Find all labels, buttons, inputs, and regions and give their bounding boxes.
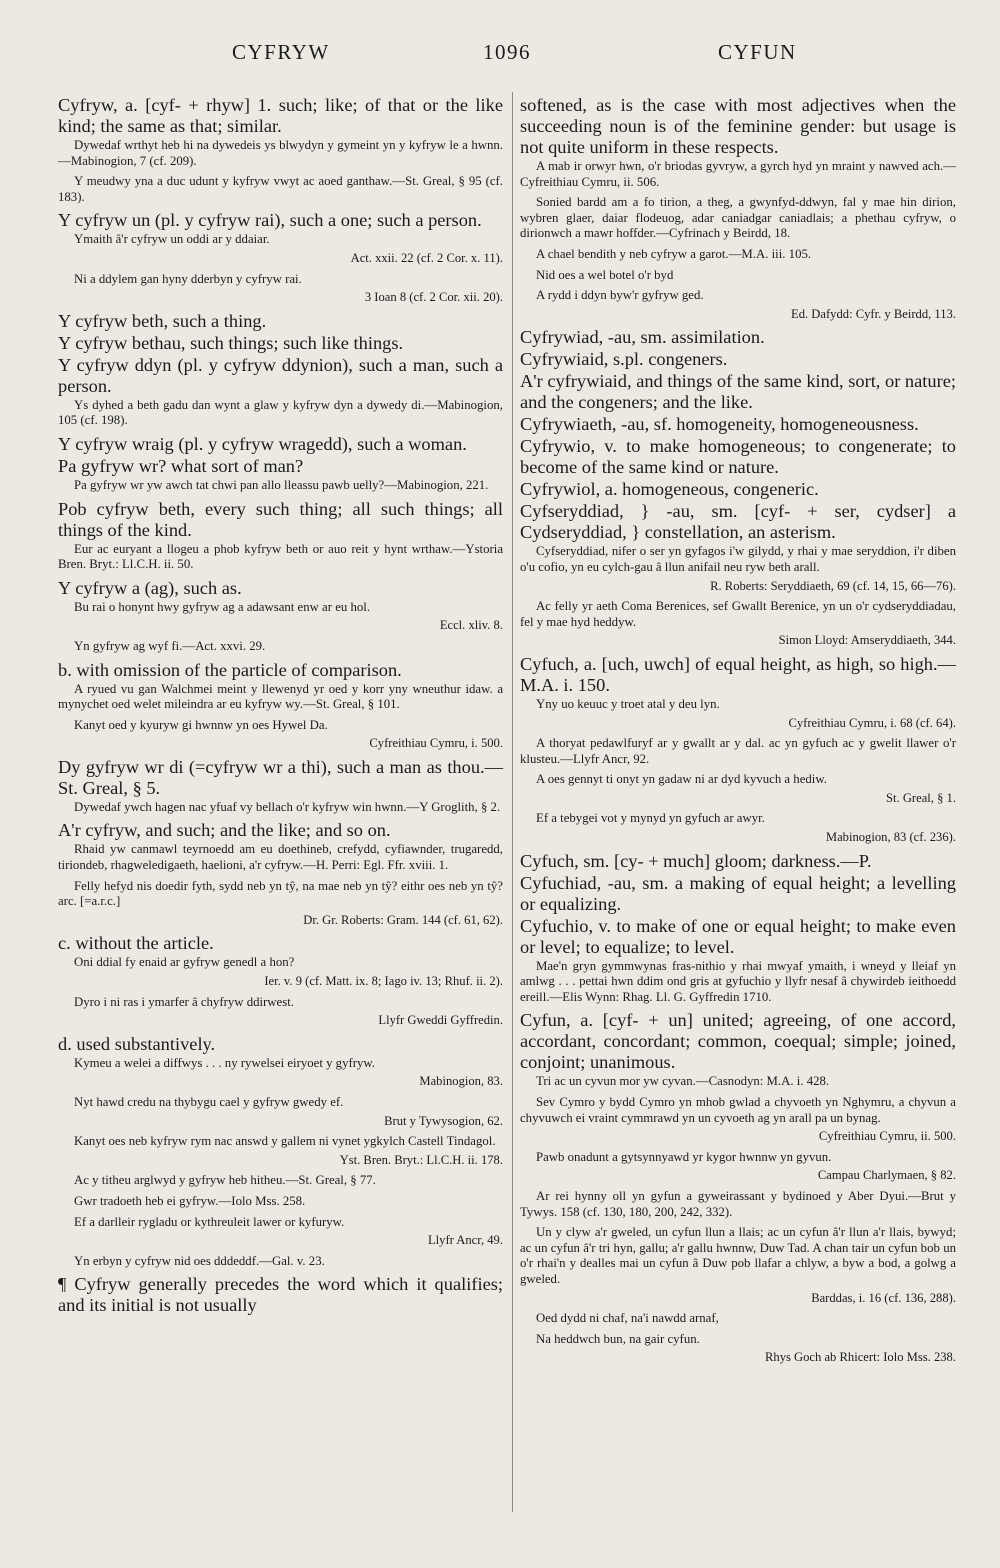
citation-attribution: Rhys Goch ab Rhicert: Iolo Mss. 238. <box>765 1350 956 1365</box>
quotation: Na heddwch bun, na gair cyfun. <box>536 1331 700 1346</box>
headword-entry: d. used substantively. <box>58 1033 216 1054</box>
citation-attribution: Llyfr Gweddi Gyffredin. <box>378 1013 503 1028</box>
headword-entry: A'r cyfryw, and such; and the like; and so on. <box>58 820 391 841</box>
citation-attribution: Brut y Tywysogion, 62. <box>384 1113 503 1128</box>
headword-entry: Cyfrywiol, a. homogeneous, congeneric. <box>520 479 819 500</box>
quotation: Y meudwy yna a duc udunt y kyfryw vwyt ac aoed ganthaw.—St. Greal, § 95 (cf. 183). <box>58 174 503 204</box>
citation-attribution: Mabinogion, 83 (cf. 236). <box>825 830 956 845</box>
quotation: Cyfseryddiad, nifer o ser yn gyfagos i'w gilydd, y rhai y mae seryddion, i'r diben o'u cofio, yn eu cylch-gau â llun anifail neu ryw beth arall. <box>520 544 956 574</box>
headword-entry: A'r cyfrywiaid, and things of the same kind, sort, or nature; and the congeners; and the like. <box>520 371 956 413</box>
citation-attribution: Cyfreithiau Cymru, i. 68 (cf. 64). <box>788 715 956 730</box>
quotation: Felly hefyd nis doedir fyth, sydd neb yn tŷ, na mae neb yn tŷ? eithr oes neb yn tŷ? arc. [=a.r.c.] <box>58 878 503 909</box>
quotation: Ef a tebygei vot y mynyd yn gyfuch ar awyr. <box>536 811 765 826</box>
headword-entry: Cyfrywiad, -au, sm. assimilation. <box>520 327 765 348</box>
quotation: Yn erbyn y cyfryw nid oes dddeddf.—Gal. v. 23. <box>74 1253 325 1268</box>
quotation: Nid oes a wel botel o'r byd <box>536 267 674 282</box>
quotation: Oni ddial fy enaid ar gyfryw genedl a hon? <box>74 955 295 970</box>
headword-entry: Cyfuch, sm. [cy- + much] gloom; darkness.—P. <box>520 850 872 871</box>
headword-entry: Cyfrywio, v. to make homogeneous; to congenerate; to become of the same kind or nature. <box>520 436 956 478</box>
headword-entry: Cyfrywiaid, s.pl. congeners. <box>520 349 728 370</box>
quotation: Rhaid yw canmawl teyrnoedd am eu doethineb, crefydd, cyfiawnder, trugaredd, tiriondeb, rhagweledigaeth, haelioni, a'r cyfryw.—H. Perri: Egl. Ffr. xviii. 1. <box>58 842 503 873</box>
citation-attribution: Cyfreithiau Cymru, ii. 500. <box>818 1129 956 1144</box>
headword-entry: Pob cyfryw beth, every such thing; all such things; all things of the kind. <box>58 498 503 540</box>
quotation: Ac felly yr aeth Coma Berenices, sef Gwallt Berenice, yn un o'r cydseryddiadau, fel y mae hyd heddyw. <box>520 599 956 629</box>
quotation: Kymeu a welei a diffwys . . . ny rywelsei eiryoet y gyfryw. <box>74 1055 376 1070</box>
quotation: Ymaith â'r cyfryw un oddi ar y ddaiar. <box>74 232 270 247</box>
column-divider <box>512 92 513 1512</box>
citation-attribution: Ier. v. 9 (cf. Matt. ix. 8; Iago iv. 13; Rhuf. ii. 2). <box>264 974 503 989</box>
citation-attribution: Barddas, i. 16 (cf. 136, 288). <box>811 1290 956 1305</box>
page-number: 1096 <box>483 40 531 64</box>
headword-entry: Dy gyfryw wr di (=cyfryw wr a thi), such a man as thou.—St. Greal, § 5. <box>58 756 503 798</box>
citation-attribution: Simon Lloyd: Amseryddiaeth, 344. <box>778 633 956 648</box>
quotation: Pa gyfryw wr yw awch tat chwi pan allo lleassu pawb uelly?—Mabinogion, 221. <box>74 477 489 492</box>
quotation: Gwr tradoeth heb ei gyfryw.—Iolo Mss. 258. <box>74 1193 306 1208</box>
quotation: Un y clyw a'r gweled, un cyfun llun a llais; ac un cyfun â'r llun a'r llais, bywyd; ac un cyfun â'r tri hyn, gallu; a'r gallu hwnnw, Duw Tad. A chan tair un cyfun bob un o'r rhai'n y dealles mai un cyfun â Duw pob llafar a chlyw, a byw a bod, a golwg a gweled. <box>520 1225 956 1286</box>
quotation: Yn gyfryw ag wyf fi.—Act. xxvi. 29. <box>74 638 266 653</box>
citation-attribution: Cyfreithiau Cymru, i. 500. <box>369 736 503 751</box>
headword-entry: Cyfun, a. [cyf- + un] united; agreeing, of one accord, accordant, concordant; common, coequal; simple; joined, conjoint; unanimous. <box>520 1010 956 1073</box>
headword-entry: Cyfseryddiad, } -au, sm. [cyf- + ser, cydser] a Cydseryddiad, } constellation, an asterism. <box>520 501 956 543</box>
citation-attribution: 3 Ioan 8 (cf. 2 Cor. xii. 20). <box>364 290 503 305</box>
quotation: Mae'n gryn gymmwynas fras-nithio y rhai mwyaf ymaith, i wneyd y lleiaf yn amlwg . . . pettai hwn ddim ond gris at gyfuchio y llyfr nesaf â chywirdeb ieithoedd ereill.—Elis Wynn: Rhag. Ll. G. Gyffredin 1710. <box>520 958 956 1004</box>
quotation: Ys dyhed a beth gadu dan wynt a glaw y kyfryw dyn a dywedy di.—Mabinogion, 105 (cf. 198). <box>58 397 503 428</box>
citation-attribution: Eccl. xliv. 8. <box>439 618 503 633</box>
headword-entry: Cyfuch, a. [uch, uwch] of equal height, as high, so high.—M.A. i. 150. <box>520 653 956 695</box>
running-head <box>0 40 1000 70</box>
quotation: Ni a ddylem gan hyny dderbyn y cyfryw rai. <box>74 271 302 286</box>
headword-entry: Cyfuchiad, -au, sm. a making of equal height; a levelling or equalizing. <box>520 872 956 914</box>
citation-attribution: St. Greal, § 1. <box>886 790 956 805</box>
header-right-word: CYFUN <box>718 40 797 64</box>
quotation: A mab ir orwyr hwn, o'r briodas gyvryw, a gyrch hyd yn mraint y nawved ach.—Cyfreithiau Cymru, ii. 506. <box>520 159 956 189</box>
headword-entry: Cyfuchio, v. to make of one or equal height; to make even or level; to equalize; to level. <box>520 915 956 957</box>
quotation: Pawb onadunt a gytsynnyawd yr kygor hwnnw yn gyvun. <box>536 1149 832 1164</box>
quotation: Dywedaf ywch hagen nac yfuaf vy bellach o'r kyfryw win hwnn.—Y Groglith, § 2. <box>74 799 501 814</box>
right-column <box>520 95 956 1371</box>
quotation: Bu rai o honynt hwy gyfryw ag a adawsant enw ar eu hol. <box>74 599 371 614</box>
quotation: A ryued vu gan Walchmei meint y llewenyd yr oed y korr yny wneuthur idaw. a mynychet oed welet mileindra ar eu kyfryw wy.—St. Greal, § 101. <box>58 681 503 712</box>
headword-entry: ¶ Cyfryw generally precedes the word which it qualifies; and its initial is not usually <box>58 1274 503 1316</box>
quotation: Eur ac euryant a llogeu a phob kyfryw beth or auo reit y hynt wrthaw.—Ystoria Bren. Bryt.: Ll.C.H. ii. 50. <box>58 541 503 572</box>
quotation: Nyt hawd credu na thybygu cael y gyfryw gwedy ef. <box>74 1095 344 1109</box>
headword-entry: Y cyfryw wraig (pl. y cyfryw wragedd), such a woman. <box>58 433 467 454</box>
headword-entry: b. with omission of the particle of comparison. <box>58 659 402 680</box>
headword-entry: Y cyfryw bethau, such things; such like things. <box>58 332 404 353</box>
headword-entry: c. without the article. <box>58 933 214 954</box>
headword-entry: Y cyfryw a (ag), such as. <box>58 577 242 598</box>
citation-attribution: R. Roberts: Seryddiaeth, 69 (cf. 14, 15, 66—76). <box>710 578 956 593</box>
citation-attribution: Ed. Dafydd: Cyfr. y Beirdd, 113. <box>791 306 956 321</box>
quotation: A chael bendith y neb cyfryw a garot.—M.A. iii. 105. <box>536 246 812 261</box>
citation-attribution: Yst. Bren. Bryt.: Ll.C.H. ii. 178. <box>339 1152 503 1167</box>
headword-entry: Cyfryw, a. [cyf- + rhyw] 1. such; like; of that or the like kind; the same as that; similar. <box>58 95 503 136</box>
quotation: Yny uo keuuc y troet atal y deu lyn. <box>536 696 720 711</box>
headword-entry: Y cyfryw beth, such a thing. <box>58 310 267 331</box>
quotation: Oed dydd ni chaf, na'i nawdd arnaf, <box>536 1311 719 1326</box>
quotation: Tri ac un cyvun mor yw cyvan.—Casnodyn: M.A. i. 428. <box>536 1074 830 1089</box>
quotation: Kanyt oed y kyuryw gi hwnnw yn oes Hywel Da. <box>74 717 328 732</box>
quotation: Sonied bardd am a fo tirion, a theg, a gwynfyd-ddwyn, fal y mae hin dirion, wybren glaer, daiar flodeuog, adar caniadgar caniadlais; a phethau cyfryw, o dirionwch a mawr hoffder.—Cyfrinach y Beirdd, 18. <box>520 195 956 241</box>
citation-attribution: Act. xxii. 22 (cf. 2 Cor. x. 11). <box>350 250 503 265</box>
headword-entry: Pa gyfryw wr? what sort of man? <box>58 455 304 476</box>
citation-attribution: Dr. Gr. Roberts: Gram. 144 (cf. 61, 62). <box>303 912 503 927</box>
citation-attribution: Campau Charlymaen, § 82. <box>817 1168 956 1183</box>
headword-entry: Cyfrywiaeth, -au, sf. homogeneity, homogeneousness. <box>520 414 919 435</box>
quotation: Sev Cymro y bydd Cymro yn mhob gwlad a chyvoeth yn Nghymru, a chyvun a chyvuwch ei vraint cymmrawd yn un cyvoeth ag yn arall pa un bynag. <box>520 1095 956 1125</box>
quotation: Dyro i ni ras i ymarfer â chyfryw ddirwest. <box>74 994 294 1009</box>
headword-entry: Y cyfryw un (pl. y cyfryw rai), such a one; such a person. <box>58 210 482 231</box>
quotation: Ac y titheu arglwyd y gyfryw heb hitheu.—St. Greal, § 77. <box>74 1173 376 1188</box>
citation-attribution: Mabinogion, 83. <box>419 1074 503 1089</box>
headword-entry: softened, as is the case with most adjectives when the succeeding noun is of the feminine gender: but usage is not quite uniform in these respects. <box>520 95 956 157</box>
quotation: Dywedaf wrthyt heb hi na dywedeis ys blwydyn y gymeint yn y kyfryw le a hwnn.—Mabinogion, 7 (cf. 209). <box>58 138 503 168</box>
quotation: A oes gennyt ti onyt yn gadaw ni ar dyd kyvuch a hediw. <box>536 772 827 787</box>
quotation: A rydd i ddyn byw'r gyfryw ged. <box>536 288 704 303</box>
quotation: Ar rei hynny oll yn gyfun a gyweirassant y bydinoed y Aber Dyui.—Brut y Tywys. 158 (cf. 130, 180, 200, 242, 332). <box>520 1189 956 1219</box>
header-left-word: CYFRYW <box>232 40 330 64</box>
quotation: Ef a darlleir rygladu or kythreuleit lawer or kyfuryw. <box>74 1214 345 1229</box>
citation-attribution: Llyfr Ancr, 49. <box>427 1233 503 1248</box>
left-column <box>58 95 503 1317</box>
quotation: A thoryat pedawlfuryf ar y gwallt ar y dal. ac yn gyfuch ac y gwelit llawer o'r klusteu.—Llyfr Ancr, 92. <box>520 736 956 766</box>
headword-entry: Y cyfryw ddyn (pl. y cyfryw ddynion), such a man, such a person. <box>58 354 503 396</box>
quotation: Kanyt oes neb kyfryw rym nac answd y gallem ni vynet ygkylch Castell Tindagol. <box>74 1134 496 1149</box>
